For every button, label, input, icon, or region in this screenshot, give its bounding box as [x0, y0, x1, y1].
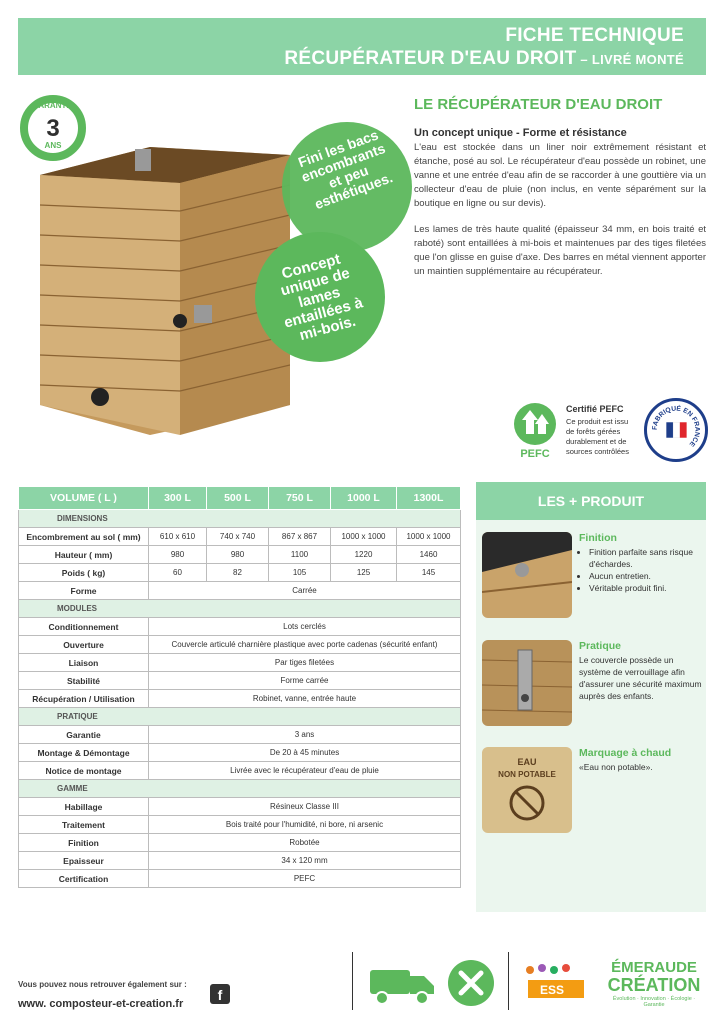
table-row: Hauteur ( mm) 980 980 1100 1220 1460 [19, 546, 461, 564]
table-row: Encombrement au sol ( mm) 610 x 610 740 x 740 867 x 867 1000 x 1000 1000 x 1000 [19, 528, 461, 546]
svg-text:EAU: EAU [517, 757, 537, 767]
table-section: DIMENSIONS [19, 510, 461, 528]
header-subtitle: RÉCUPÉRATEUR D'EAU DROIT – LIVRÉ MONTÉ [284, 48, 684, 69]
advantages-title: LES + PRODUIT [476, 482, 706, 520]
finition-photo [482, 532, 572, 618]
table-row: Certification PEFC [19, 870, 461, 888]
table-section: GAMME [19, 780, 461, 798]
pefc-title: Certifié PEFC [566, 404, 624, 414]
table-row: Récupération / Utilisation Robinet, vanne, entrée haute [19, 690, 461, 708]
made-in-france-icon [644, 398, 708, 462]
table-row: Habillage Résineux Classe III [19, 798, 461, 816]
marquage-photo [482, 747, 572, 833]
table-row: Liaison Par tiges filetées [19, 654, 461, 672]
footer [18, 952, 706, 1012]
table-section: MODULES [19, 600, 461, 618]
intro-paragraph-1: L'eau est stockée dans un liner noir extrêmement résistant et étanche, posé au sol. Le récupérateur d'eau possède un robinet, une vanne et une entrée d'eau afin de se raccorder à une gouttière via un collecteur d'eau de pluie (non inclus, en vente séparément sur la boutique en ligne ou sur devis). [414, 142, 706, 209]
table-row: Montage & Démontage De 20 à 45 minutes [19, 744, 461, 762]
table-row: Conditionnement Lots cerclés [19, 618, 461, 636]
table-row: Poids ( kg) 60 82 105 125 145 [19, 564, 461, 582]
guarantee-label: GARANTIE [32, 101, 74, 110]
spec-table [18, 486, 460, 888]
guarantee-badge [20, 95, 86, 161]
pefc-logo-icon [508, 400, 562, 460]
divider [508, 952, 509, 1010]
delivery-truck-icon [368, 960, 438, 1008]
intro-section [414, 96, 706, 291]
pefc-desc: Ce produit est issu de forêts gérées durablement et de sources contrôlées [566, 417, 629, 456]
guarantee-unit: ANS [44, 141, 62, 150]
bubble-concept: Concept unique de lames entaillées à mi-bois. [255, 232, 385, 362]
table-row: Stabilité Forme carrée [19, 672, 461, 690]
intro-paragraph-2: Les lames de très haute qualité (épaisseur 34 mm, en bois traité et raboté) sont entaillées à mi-bois et maintenues par des tiges filetées que l'on glisse en guise d'axe. Des barres en métal viennent apporter un maintien supplémentaire au récupérateur. [414, 224, 706, 277]
table-row: Notice de montage Livrée avec le récupérateur d'eau de pluie [19, 762, 461, 780]
website-link[interactable]: www. composteur-et-creation.fr [18, 998, 184, 1010]
table-row: Forme Carrée [19, 582, 461, 600]
table-row: Finition Robotée [19, 834, 461, 852]
svg-text:FABRIQUÉ EN FRANCE: FABRIQUÉ EN FRANCE [651, 405, 701, 448]
header-banner [18, 18, 706, 75]
intro-subtitle: Un concept unique - Forme et résistance [414, 127, 627, 139]
pratique-photo [482, 640, 572, 726]
table-row: Garantie 3 ans [19, 726, 461, 744]
ess-logo-icon [518, 962, 596, 1008]
facebook-icon[interactable]: f [210, 984, 230, 1004]
footer-find-us: Vous pouvez nous retrouver également sur : [18, 980, 187, 989]
svg-text:PEFC: PEFC [520, 448, 550, 460]
svg-text:NON POTABLE: NON POTABLE [498, 770, 556, 779]
table-row: Epaisseur 34 x 120 mm [19, 852, 461, 870]
table-row: Ouverture Couvercle articulé charnière plastique avec porte cadenas (sécurité enfant) [19, 636, 461, 654]
table-row: Traitement Bois traité pour l'humidité, ni bore, ni arsenic [19, 816, 461, 834]
tools-icon [448, 960, 494, 1006]
certifications [508, 398, 708, 468]
product-image [40, 135, 290, 435]
intro-title: LE RÉCUPÉRATEUR D'EAU DROIT [414, 96, 663, 113]
emeraude-logo: ÉMERAUDE CRÉATION Évolution · Innovation · Écologie · Garantie [607, 959, 701, 1008]
table-header-row: VOLUME ( L ) 300 L 500 L 750 L 1000 L 1300L [19, 487, 461, 510]
guarantee-years: 3 [46, 115, 60, 142]
svg-text:ESS: ESS [540, 983, 565, 997]
product-advantages: LES + PRODUIT Finition • Finition parfaite sans risque d'échardes. • Aucun entretien. • Véritable produit fini. Pratique Le couvercle possède un système de verrouillage afin d'assurer une sécurité maximum auprès des enfants. EAU NON POTABLE Marquage à chaud «Eau non potable». [476, 482, 706, 912]
header-title: FICHE TECHNIQUE [505, 25, 684, 46]
bubble-fini: Fini les bacs encombrants et peu esthétiques. [282, 122, 412, 252]
table-section: PRATIQUE [19, 708, 461, 726]
divider [352, 952, 353, 1010]
